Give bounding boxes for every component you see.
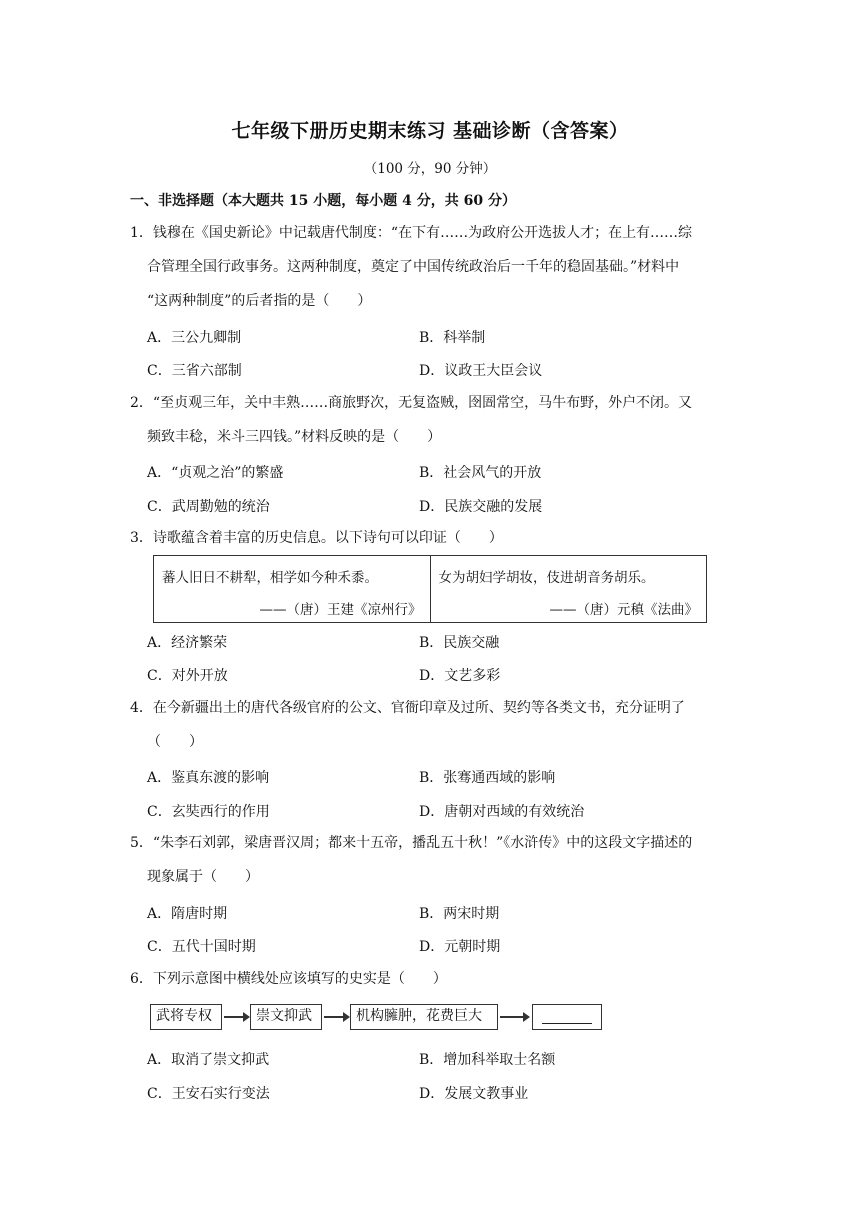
- option-d: D．唐朝对西域的有效统治: [419, 804, 585, 820]
- flow-box-1: 武将专权: [150, 1004, 222, 1030]
- flow-box-blank: [532, 1004, 602, 1030]
- option-a: A．隋唐时期: [147, 906, 228, 922]
- poem-text: 女为胡妇学胡妆，伎进胡音务胡乐。: [438, 570, 655, 586]
- option-c: C．武周勤勉的统治: [147, 499, 270, 515]
- question-line: 1．钱穆在《国史新论》中记载唐代制度：“在下有……为政府公开选拔人才；在上有……综: [130, 225, 693, 241]
- flow-box-2: 崇文抑武: [250, 1004, 322, 1030]
- option-b: B．科举制: [419, 330, 486, 346]
- flow-diagram: [150, 1004, 610, 1034]
- question-1: [130, 216, 736, 318]
- option-d: D．议政王大臣会议: [419, 363, 543, 379]
- option-a: A．取消了崇文抑武: [147, 1052, 270, 1068]
- question-4: [130, 691, 736, 759]
- option-a: A．三公九卿制: [147, 330, 242, 346]
- option-c: C．玄奘西行的作用: [147, 804, 270, 820]
- option-c: C．王安石实行变法: [147, 1086, 270, 1102]
- option-d: D．文艺多彩: [419, 668, 501, 684]
- arrow-right-icon: [500, 1016, 528, 1018]
- question-line: 合管理全国行政事务。这两种制度，奠定了中国传统政治后一千年的稳固基础。”材料中: [147, 259, 680, 275]
- question-line: 2．“至贞观三年，关中丰熟……商旅野次，无复盗贼，囹圄常空，马牛布野，外户不闭。又: [130, 395, 693, 411]
- question-line: （ ）: [147, 734, 203, 750]
- option-b: B．民族交融: [419, 635, 500, 651]
- question-line: 5．“朱李石刘郭，梁唐晋汉周；都来十五帝，播乱五十秋！”《水浒传》中的这段文字描述的: [130, 835, 693, 851]
- poem-source: ——（唐）王建《凉州行》: [259, 602, 422, 618]
- poem-text: 蕃人旧日不耕犁，相学如今种禾黍。: [162, 570, 378, 586]
- poem-cell-2: [430, 556, 707, 622]
- arrow-right-icon: [224, 1016, 248, 1018]
- option-b: B．增加科举取士名额: [419, 1052, 556, 1068]
- option-c: C．三省六部制: [147, 363, 242, 379]
- option-a: A．“贞观之治”的繁盛: [147, 465, 284, 481]
- fill-in-blank-line: [542, 1023, 592, 1024]
- poem-cell-1: [154, 556, 430, 622]
- poem-source: ——（唐）元稹《法曲》: [549, 602, 698, 618]
- question-line: 现象属于（ ）: [147, 869, 259, 885]
- option-d: D．发展文教事业: [419, 1086, 529, 1102]
- section-heading: 一、非选择题（本大题共 15 小题，每小题 4 分，共 60 分）: [130, 193, 516, 209]
- question-line: 6．下列示意图中横线处应该填写的史实是（ ）: [130, 971, 447, 987]
- option-b: B．张骞通西域的影响: [419, 770, 556, 786]
- poem-table: [153, 555, 707, 623]
- question-5: [130, 826, 736, 894]
- question-line: 频致丰稔，米斗三四钱。”材料反映的是（ ）: [147, 429, 442, 445]
- flow-box-3: 机构臃肿，花费巨大: [350, 1004, 498, 1030]
- option-b: B．两宋时期: [419, 906, 500, 922]
- option-c: C．五代十国时期: [147, 939, 256, 955]
- question-3: [130, 521, 736, 555]
- option-d: D．民族交融的发展: [419, 499, 543, 515]
- page-title: 七年级下册历史期末练习 基础诊断（含答案）: [231, 120, 629, 142]
- question-line: “这两种制度”的后者指的是（ ）: [147, 293, 372, 309]
- option-d: D．元朝时期: [419, 939, 501, 955]
- option-a: A．鉴真东渡的影响: [147, 770, 270, 786]
- question-6: [130, 962, 736, 996]
- question-line: 4．在今新疆出土的唐代各级官府的公文、官衙印章及过所、契约等各类文书，充分证明了: [130, 700, 685, 716]
- option-b: B．社会风气的开放: [419, 465, 542, 481]
- question-2: [130, 386, 736, 454]
- exam-duration: （100 分，90 分钟）: [363, 161, 497, 177]
- question-line: 3．诗歌蕴含着丰富的历史信息。以下诗句可以印证（ ）: [130, 530, 503, 546]
- arrow-right-icon: [324, 1016, 348, 1018]
- option-a: A．经济繁荣: [147, 635, 228, 651]
- option-c: C．对外开放: [147, 668, 228, 684]
